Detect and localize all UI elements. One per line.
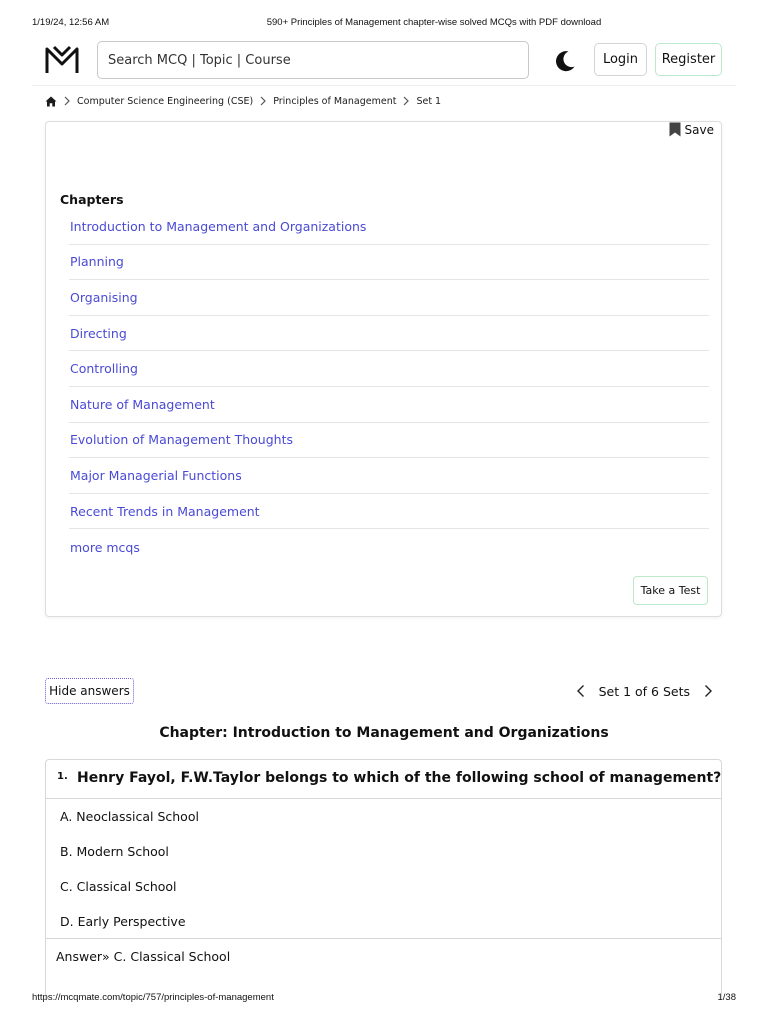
chapter-link[interactable]: Directing	[69, 316, 709, 352]
option-c[interactable]: C. Classical School	[60, 879, 177, 894]
breadcrumb-item-set: Set 1	[416, 95, 442, 107]
print-footer	[32, 992, 736, 1004]
print-timestamp: 1/19/24, 12:56 AM	[32, 17, 110, 28]
print-header	[32, 17, 736, 31]
set-label: Set 1 of 6 Sets	[598, 683, 690, 699]
print-page-number: 1/38	[717, 992, 736, 1003]
option-b[interactable]: B. Modern School	[60, 844, 169, 859]
chapters-title: Chapters	[60, 192, 124, 207]
chevron-right-icon	[399, 95, 413, 107]
chapters-card	[45, 121, 722, 617]
chapter-list	[69, 209, 709, 565]
chapter-link[interactable]: Introduction to Management and Organizations	[69, 209, 709, 245]
home-icon[interactable]	[45, 96, 57, 107]
chapter-link[interactable]: Recent Trends in Management	[69, 494, 709, 530]
option-list	[46, 799, 721, 939]
more-mcqs-link[interactable]: more mcqs	[70, 539, 140, 555]
chapter-heading: Chapter: Introduction to Management and Organizations	[159, 725, 609, 741]
header-divider	[32, 85, 736, 86]
chevron-right-icon	[256, 95, 270, 107]
login-button[interactable]: Login	[594, 43, 647, 76]
print-url: https://mcqmate.com/topic/757/principles-of-management	[32, 992, 274, 1003]
hide-answers-button[interactable]: Hide answers	[45, 678, 134, 704]
breadcrumb-item-topic[interactable]: Principles of Management	[273, 95, 397, 107]
set-navigation	[575, 681, 714, 701]
option-a[interactable]: A. Neoclassical School	[60, 809, 199, 824]
chapter-link[interactable]: Controlling	[69, 351, 709, 387]
chapter-link[interactable]: Planning	[69, 245, 709, 281]
take-test-button[interactable]: Take a Test	[633, 576, 708, 605]
chapter-link[interactable]: Nature of Management	[69, 387, 709, 423]
moon-icon[interactable]	[553, 49, 577, 73]
question-header	[46, 760, 721, 799]
bookmark-icon	[669, 122, 681, 137]
breadcrumb-item-cse[interactable]: Computer Science Engineering (CSE)	[77, 95, 254, 107]
breadcrumb	[45, 94, 441, 108]
chapter-link[interactable]: Evolution of Management Thoughts	[69, 423, 709, 459]
chapter-link[interactable]: Organising	[69, 280, 709, 316]
print-document-title: 590+ Principles of Management chapter-wise solved MCQs with PDF download	[266, 17, 602, 28]
search-input[interactable]	[97, 41, 529, 79]
mcqmate-logo-icon[interactable]	[44, 44, 80, 76]
answer-text: Answer» C. Classical School	[46, 938, 721, 974]
option-d[interactable]: D. Early Perspective	[60, 914, 186, 929]
chevron-left-icon[interactable]	[575, 683, 587, 699]
question-text: Henry Fayol, F.W.Taylor belongs to which of the following school of management?	[77, 770, 722, 786]
chevron-right-icon[interactable]	[702, 683, 714, 699]
save-button[interactable]	[669, 122, 714, 137]
top-navigation-bar	[44, 40, 724, 80]
register-button[interactable]: Register	[655, 43, 722, 76]
save-label: Save	[684, 122, 714, 137]
chapter-link[interactable]: Major Managerial Functions	[69, 458, 709, 494]
question-number: 1.	[57, 771, 68, 782]
chevron-right-icon	[60, 95, 74, 107]
question-card	[45, 759, 722, 999]
